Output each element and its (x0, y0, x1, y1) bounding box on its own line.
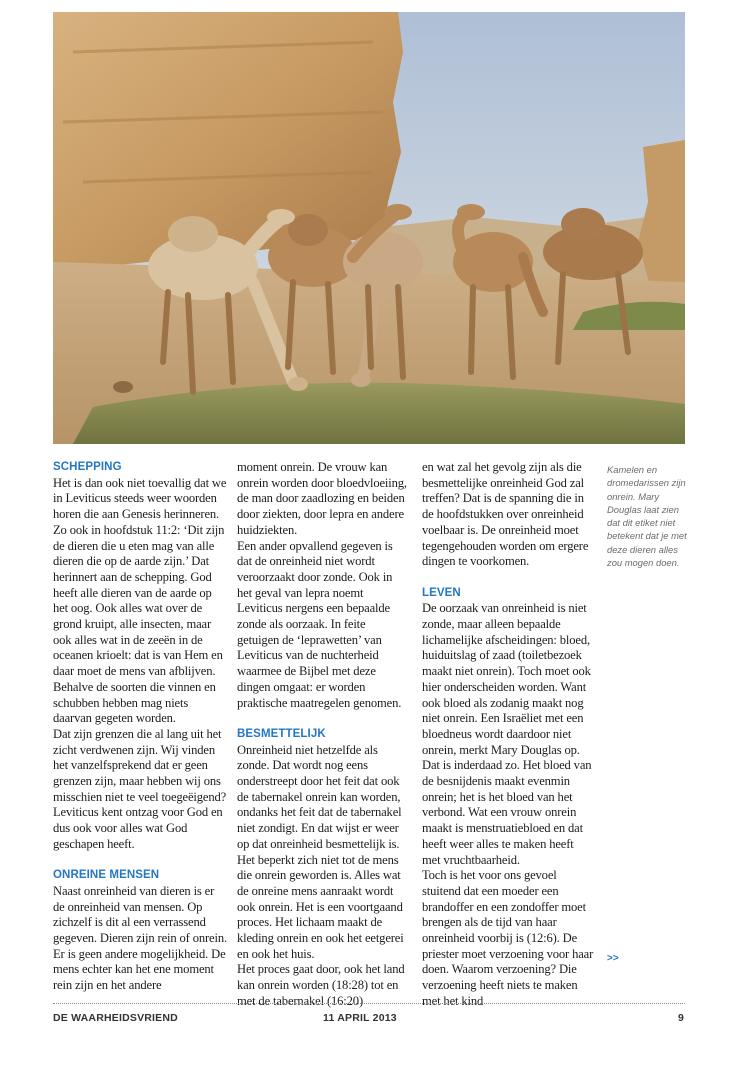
heading-leven: LEVEN (422, 586, 461, 599)
paragraph: De oorzaak van onreinheid is niet zonde, maar alleen bepaalde lichamelijke afscheidingen: bloed, huiduitslag of zaad (toiletbezoek maakt niet onrein). Toch moet ook hier onderscheiden worden. Want ook bloed als zodanig maakt nog niet onrein. Een Israëliet met een bloedneus wordt daardoor niet onrein, merkt Mary Douglas op. Dat is inderdaad zo. Het bloed van de besnijdenis maakt evenmin onrein; het is het bloed van het verbond. Wat een vrouw onrein maakt is menstruatiebloed en dat heeft weer alles te maken heeft met vruchtbaarheid. (422, 601, 592, 867)
page-number: 9 (678, 1012, 685, 1024)
photo-caption: Kamelen en dromedarissen zijn onrein. Mary Douglas laat zien dat dit etiket niet betekent dat je met deze dieren alles zou mogen doen. (607, 464, 687, 569)
heading-schepping: SCHEPPING (53, 461, 122, 473)
continue-arrow: >> (607, 953, 619, 964)
text-column-1 (53, 460, 227, 994)
footer-date: 11 APRIL 2013 (323, 1012, 397, 1024)
paragraph: Naast onreinheid van dieren is er de onreinheid van mensen. Op zichzelf is dit al een verrassend gegeven. Dieren zijn rein of onrein. Er is geen andere mogelijkheid. De mens echter kan het ene moment rein zijn en het andere (53, 883, 227, 993)
paragraph: Toch is het voor ons gevoel stuitend dat een moeder een brandoffer en een zondoffer moet brengen als de tijd van haar onreinheid voorbij is (12:6). De priester moet verzoening voor haar doen. Waarom verzoening? Die verzoening heeft niets te maken met het kind (422, 868, 594, 1008)
footer-publication: DE WAARHEIDSVRIEND (53, 1012, 178, 1024)
camels-illustration (53, 12, 685, 444)
paragraph: Dat zijn grenzen die al lang uit het zicht verdwenen zijn. Wij vinden het vanzelfsprekend dat er geen grenzen zijn, maar hebben wij ons misschien niet te veel toegeëigend? Leviticus kent ontzag voor God en dus ook voor alles wat God geschapen heeft. (53, 726, 227, 851)
text-column-3 (422, 460, 595, 1010)
paragraph: en wat zal het gevolg zijn als die besmettelijke onreinheid God zal treffen? Dat is de spanning die in de hoofdstukken over onreinheid voelbaar is. De onreinheid moet tegengehouden worden om ergere dingen te voorkomen. (422, 460, 589, 569)
text-column-2 (237, 460, 410, 1010)
paragraph: Een ander opvallend gegeven is dat de onreinheid niet wordt veroorzaakt door zonde. Ook in het geval van lepra noemt Leviticus nergens een bepaalde zonde als oorzaak. In feite getuigen de ‘leprawetten’ van Leviticus van de nuchterheid waarmee de Bijbel met deze dingen omgaat: er worden praktische maatregelen genomen. (237, 538, 402, 710)
paragraph: Het proces gaat door, ook het land kan onrein worden (18:28) tot en met de tabernakel (16:20) (237, 962, 405, 1008)
heading-onreine-mensen: ONREINE MENSEN (53, 869, 160, 882)
paragraph: moment onrein. De vrouw kan onrein worden door bloedvloeiing, de man door zaadlozing en beiden door ziekten, door lepra en andere huidziekten. (237, 460, 407, 537)
footer-divider (53, 1003, 685, 1004)
camels-photo (53, 12, 685, 444)
paragraph: Onreinheid niet hetzelfde als zonde. Dat wordt nog eens onderstreept door het feit dat ook de tabernakel onrein kan worden, ondanks het feit dat de tabernakel niet zondigt. En dat wijst er weer op dat onreinheid besmettelijk is. Het beperkt zich niet tot de mens die onrein geworden is. Alles wat de onreine mens aanraakt wordt ook onrein. Het is een voortgaand proces. Het lichaam maakt de kleding onrein en ook het eetgerei en ook het huis. (237, 742, 404, 961)
paragraph: Het is dan ook niet toevallig dat we in Leviticus steeds weer woorden horen die aan Genesis herinneren. Zo ook in hoofdstuk 11:2: ‘Dit zijn de dieren die u eten mag van alle dieren die op de aarde zijn.’ Dat herinnert aan de schepping. God heeft alle dieren van de aarde op het oog. Ook alles wat over de grond kruipt, alle insecten, maar ook alles wat in de zeeën in de oceanen krioelt: dat is van Hem en daar moet de mens van afblijven. Behalve de soorten die vinnen en schubben hebben mag niets daarvan gegeten worden. (53, 475, 227, 726)
heading-besmettelijk: BESMETTELIJK (237, 727, 326, 740)
